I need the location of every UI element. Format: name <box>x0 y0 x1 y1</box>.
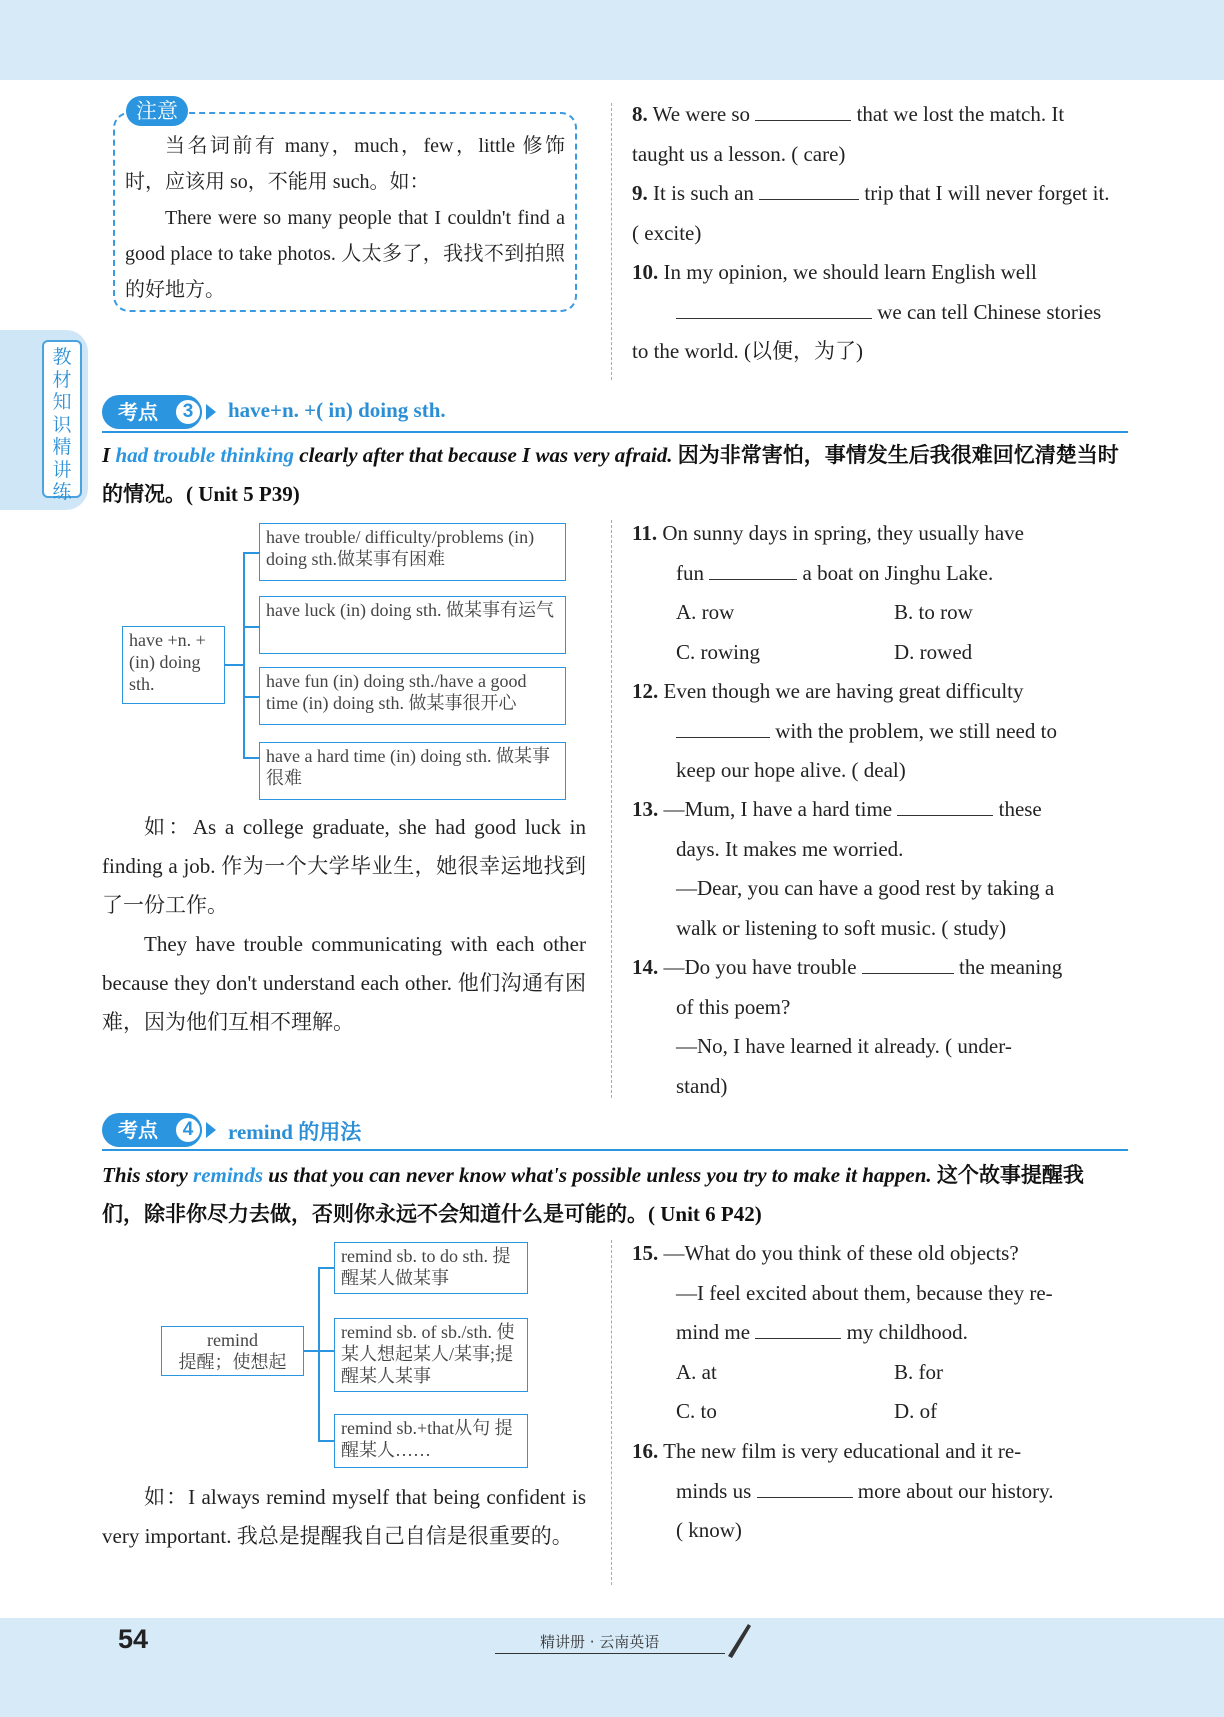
question-text: walk or listening to soft music. ( study) <box>676 915 1007 940</box>
diagram-connector <box>318 1267 334 1269</box>
question-text: mind me <box>676 1320 751 1344</box>
question-number: 13. <box>632 797 659 821</box>
diagram-branch: have luck (in) doing sth. 做某事有运气 <box>259 596 566 654</box>
question-text: —Mum, I have a hard time <box>663 797 893 821</box>
question-text: In my opinion, we should learn English well <box>663 260 1037 284</box>
diagram-connector <box>243 696 259 698</box>
play-arrow-icon <box>206 1122 216 1138</box>
diagram-root <box>161 1326 304 1376</box>
answer-blank[interactable] <box>709 557 797 580</box>
option-a[interactable]: A. at <box>676 1359 717 1384</box>
example-text: clearly after that because I was very afraid. <box>294 443 673 467</box>
diagram-branch: have trouble/ difficulty/problems (in) doing sth.做某事有困难 <box>259 523 566 581</box>
note-paragraph-2: There were so many people that I couldn't find a good place to take photos. 人太多了，我找不到拍照的好地方。 <box>125 207 565 301</box>
question-text: the meaning <box>959 955 1063 979</box>
diagram-branch: have a hard time (in) doing sth. 做某事很难 <box>259 742 566 800</box>
example-highlight: had trouble thinking <box>115 443 294 467</box>
question-text: a boat on Jinghu Lake. <box>802 560 994 585</box>
option-a[interactable]: A. row <box>676 600 735 624</box>
question-text: fun <box>676 560 704 585</box>
diagram-root-meaning: 提醒；使想起 <box>178 1352 287 1372</box>
option-b[interactable]: B. for <box>894 1359 943 1384</box>
kaodian-4-header <box>102 1113 1128 1149</box>
kaodian-label: 考点 <box>102 1113 202 1147</box>
column-divider <box>611 1240 612 1585</box>
option-d[interactable]: D. rowed <box>894 639 973 664</box>
footer-rule <box>495 1653 725 1654</box>
question-text: trip that I will never forget it. ( excite) <box>632 181 1110 245</box>
question-text: keep our hope alive. ( deal) <box>676 758 906 782</box>
question-15 <box>632 1234 1118 1432</box>
diagram-root-word: remind <box>207 1330 258 1350</box>
kaodian-3-example <box>102 436 1122 514</box>
question-text: On sunny days in spring, they usually have <box>662 521 1024 545</box>
diagram-connector <box>225 664 243 666</box>
answer-blank[interactable] <box>757 1475 853 1498</box>
example-translation: 这个故事提醒我们，除非你尽力去做，否则你永远不会知道什么是可能的。( Unit 6 P42) <box>102 1163 1084 1226</box>
kaodian-3-examples <box>102 808 586 1042</box>
question-text: that we lost the match. It taught us a lesson. ( care) <box>632 102 1065 166</box>
question-10 <box>632 253 1118 372</box>
column-divider <box>611 520 612 1098</box>
kaodian-4-examples <box>102 1478 586 1556</box>
answer-blank[interactable] <box>755 1316 841 1339</box>
question-12 <box>632 672 1118 791</box>
question-text: —What do you think of these old objects? <box>663 1241 1019 1265</box>
question-text: my childhood. <box>846 1320 968 1344</box>
question-number: 16. <box>632 1439 659 1463</box>
question-text: minds us <box>676 1478 752 1503</box>
header-rule <box>102 431 1128 433</box>
column-divider <box>611 103 612 380</box>
question-13 <box>632 790 1118 948</box>
example-sentence-1: 如：I always remind myself that being confident is very important. 我总是提醒我自己自信是很重要的。 <box>102 1485 586 1548</box>
example-text: I <box>102 443 116 467</box>
example-highlight: reminds <box>193 1163 264 1187</box>
question-8 <box>632 95 1118 174</box>
answer-blank[interactable] <box>676 715 770 738</box>
question-number: 15. <box>632 1241 659 1265</box>
option-c[interactable]: C. rowing <box>676 639 760 664</box>
kaodian-title: have+n. +( in) doing sth. <box>228 398 446 422</box>
kaodian-number: 3 <box>174 398 202 426</box>
diagram-connector <box>243 552 259 554</box>
diagram-connector <box>318 1267 320 1441</box>
question-16 <box>632 1432 1118 1551</box>
kaodian-number: 4 <box>174 1116 202 1144</box>
diagram-connector <box>318 1440 334 1442</box>
diagram-branch: have fun (in) doing sth./have a good time (in) doing sth. 做某事很开心 <box>259 667 566 725</box>
example-translation: 因为非常害怕，事情发生后我很难回忆清楚当时的情况。( Unit 5 P39) <box>102 443 1119 506</box>
question-text: stand) <box>676 1073 728 1098</box>
example-sentence-2: They have trouble communicating with each other because they don't understand each other. 他们沟通有困难，因为他们互相不理解。 <box>102 932 586 1034</box>
diagram-branch: remind sb. of sb./sth. 使某人想起某人/某事;提醒某人某事 <box>334 1318 528 1392</box>
question-text: —No, I have learned it already. ( under- <box>676 1034 1012 1058</box>
kaodian-label: 考点 <box>102 395 202 429</box>
question-11 <box>632 514 1118 672</box>
answer-blank[interactable] <box>897 793 993 816</box>
question-text: more about our history. <box>857 1478 1054 1503</box>
diagram-branch: remind sb.+that从句 提醒某人…… <box>334 1414 528 1468</box>
question-text: —Dear, you can have a good rest by taking a <box>676 876 1055 900</box>
question-9 <box>632 174 1118 253</box>
answer-blank[interactable] <box>676 296 872 319</box>
option-b[interactable]: B. to row <box>894 600 973 624</box>
diagram-connector <box>243 552 245 758</box>
note-paragraph-1: 当名词前有 many，much，few，little 修饰时，应该用 so，不能用 such。如： <box>125 135 565 193</box>
diagram-connector <box>243 757 259 759</box>
example-sentence-1: 如：As a college graduate, she had good luck in finding a job. 作为一个大学毕业生，她很幸运地找到了一份工作。 <box>102 815 586 917</box>
answer-blank[interactable] <box>759 177 859 200</box>
question-text: Even though we are having great difficulty <box>663 679 1024 703</box>
question-text: We were so <box>652 102 751 126</box>
question-text: —Do you have trouble <box>663 955 857 979</box>
side-tab <box>0 330 88 510</box>
diagram-branch: remind sb. to do sth. 提醒某人做某事 <box>334 1242 528 1294</box>
question-text: The new film is very educational and it re- <box>663 1439 1022 1463</box>
play-arrow-icon <box>206 404 216 420</box>
page-number: 54 <box>118 1624 149 1654</box>
question-text: days. It makes me worried. <box>676 836 904 861</box>
answer-blank[interactable] <box>755 98 851 121</box>
question-text: these <box>998 797 1042 821</box>
option-c[interactable]: C. to <box>676 1399 717 1423</box>
kaodian-4-example <box>102 1156 1122 1234</box>
option-d[interactable]: D. of <box>894 1399 938 1423</box>
example-text: This story <box>102 1163 194 1187</box>
diagram-connector <box>304 1350 318 1352</box>
question-text: we can tell Chinese stories to the world. (以便，为了) <box>632 299 1102 363</box>
question-text: —I feel excited about them, because they re- <box>676 1280 1053 1305</box>
top-band <box>0 0 1224 80</box>
kaodian-3-header <box>102 395 1128 431</box>
side-tab-label: 教材知识精讲练 <box>42 340 82 498</box>
diagram-connector <box>318 1350 334 1352</box>
question-text: with the problem, we still need to <box>775 718 1057 743</box>
diagram-root: have +n. + (in) doing sth. <box>122 626 225 704</box>
answer-blank[interactable] <box>862 951 954 974</box>
question-number: 14. <box>632 955 659 979</box>
question-text: ( know) <box>676 1518 742 1542</box>
example-text: us that you can never know what's possible unless you try to make it happen. <box>263 1163 932 1187</box>
question-number: 12. <box>632 679 659 703</box>
question-number: 10. <box>632 260 659 284</box>
question-number: 8. <box>632 102 648 126</box>
footer-title: 精讲册 · 云南英语 <box>540 1633 660 1651</box>
header-rule <box>102 1149 1128 1151</box>
question-14 <box>632 948 1118 1106</box>
question-number: 9. <box>632 181 648 205</box>
question-text: of this poem? <box>676 994 791 1019</box>
diagram-connector <box>243 626 259 628</box>
question-text: It is such an <box>653 181 754 205</box>
question-number: 11. <box>632 521 658 545</box>
note-tag: 注意 <box>126 96 188 126</box>
kaodian-title: remind 的用法 <box>228 1120 362 1144</box>
pen-icon <box>724 1618 754 1662</box>
note-text <box>125 128 565 308</box>
